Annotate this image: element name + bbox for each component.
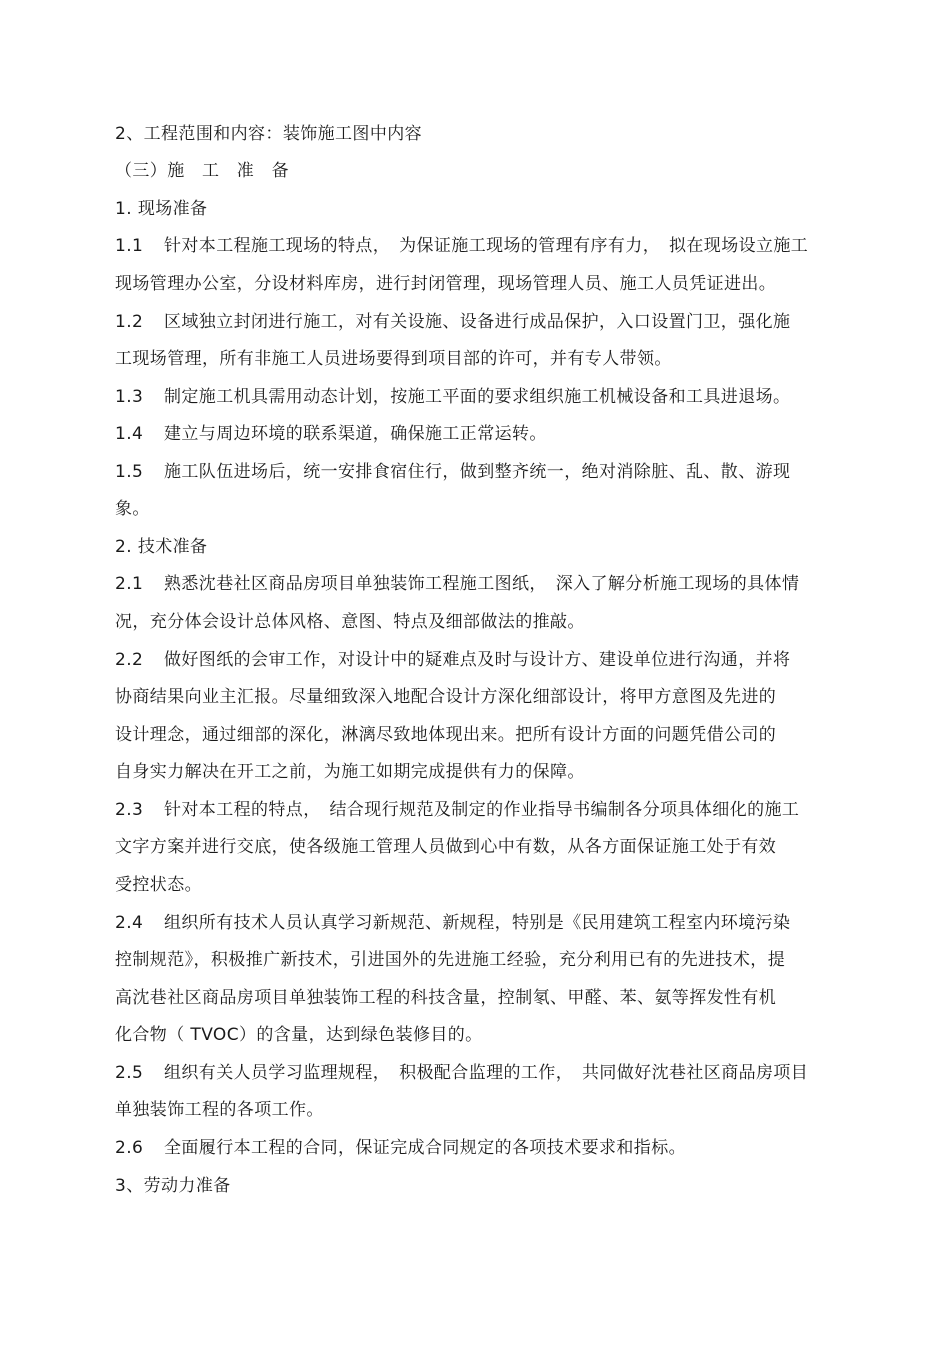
section-heading: 3、劳动力准备 xyxy=(115,1176,231,1196)
paragraph-line: 2.6 全面履行本工程的合同，保证完成合同规定的各项技术要求和指标。 xyxy=(115,1138,686,1158)
subsection-heading: 2. 技术准备 xyxy=(115,537,208,557)
paragraph-line: 2.4 组织所有技术人员认真学习新规范、新规程，特别是《民用建筑工程室内环境污染 xyxy=(115,913,791,933)
chapter-heading: （三）施 工 准 备 xyxy=(115,161,289,181)
paragraph-line: 1.1 针对本工程施工现场的特点， 为保证施工现场的管理有序有力， 拟在现场设立施工 xyxy=(115,236,809,256)
section-heading: 2、工程范围和内容：装饰施工图中内容 xyxy=(115,124,423,144)
paragraph-line: 2.5 组织有关人员学习监理规程， 积极配合监理的工作， 共同做好沈巷社区商品房项目 xyxy=(115,1063,809,1083)
item-number: 2.6 xyxy=(115,1138,144,1158)
paragraph-line: 现场管理办公室，分设材料库房，进行封闭管理，现场管理人员、施工人员凭证进出。 xyxy=(115,274,777,294)
paragraph-line: 协商结果向业主汇报。尽量细致深入地配合设计方深化细部设计，将甲方意图及先进的 xyxy=(115,687,777,707)
paragraph-line: 1.4 建立与周边环境的联系渠道，确保施工正常运转。 xyxy=(115,424,547,444)
paragraph-line: 控制规范》，积极推广新技术，引进国外的先进施工经验，充分利用已有的先进技术，提 xyxy=(115,950,786,970)
paragraph-line: 受控状态。 xyxy=(115,875,202,895)
paragraph-line: 2.2 做好图纸的会审工作，对设计中的疑难点及时与设计方、建设单位进行沟通，并将 xyxy=(115,650,791,670)
item-number: 2.4 xyxy=(115,913,144,933)
item-number: 1.1 xyxy=(115,236,144,256)
item-number: 2.3 xyxy=(115,800,144,820)
paragraph-line: 1.2 区域独立封闭进行施工，对有关设施、设备进行成品保护，入口设置门卫，强化施 xyxy=(115,312,791,332)
item-number: 2.1 xyxy=(115,574,144,594)
paragraph-line: 2.3 针对本工程的特点， 结合现行规范及制定的作业指导书编制各分项具体细化的施工 xyxy=(115,800,800,820)
paragraph-line: 象。 xyxy=(115,499,150,519)
paragraph-line: 设计理念，通过细部的深化，淋漓尽致地体现出来。把所有设计方面的问题凭借公司的 xyxy=(115,725,777,745)
paragraph-line: 1.5 施工队伍进场后，统一安排食宿住行，做到整齐统一，绝对消除脏、乱、散、游现 xyxy=(115,462,791,482)
item-number: 2.2 xyxy=(115,650,144,670)
paragraph-line: 高沈巷社区商品房项目单独装饰工程的科技含量，控制氡、甲醛、苯、氨等挥发性有机 xyxy=(115,988,777,1008)
paragraph-line: 2.1 熟悉沈巷社区商品房项目单独装饰工程施工图纸， 深入了解分析施工现场的具体情 xyxy=(115,574,800,594)
item-number: 1.3 xyxy=(115,387,144,407)
item-number: 1.4 xyxy=(115,424,144,444)
paragraph-line: 1.3 制定施工机具需用动态计划，按施工平面的要求组织施工机械设备和工具进退场。 xyxy=(115,387,791,407)
subsection-heading: 1. 现场准备 xyxy=(115,199,208,219)
item-number: 2.5 xyxy=(115,1063,144,1083)
paragraph-line: 自身实力解决在开工之前，为施工如期完成提供有力的保障。 xyxy=(115,762,585,782)
item-number: 1.2 xyxy=(115,312,144,332)
paragraph-line: 化合物（ TVOC）的含量，达到绿色装修目的。 xyxy=(115,1025,483,1045)
paragraph-line: 单独装饰工程的各项工作。 xyxy=(115,1100,324,1120)
paragraph-line: 工现场管理，所有非施工人员进场要得到项目部的许可，并有专人带领。 xyxy=(115,349,672,369)
paragraph-line: 文字方案并进行交底，使各级施工管理人员做到心中有数，从各方面保证施工处于有效 xyxy=(115,837,777,857)
item-number: 1.5 xyxy=(115,462,144,482)
paragraph-line: 况，充分体会设计总体风格、意图、特点及细部做法的推敲。 xyxy=(115,612,585,632)
